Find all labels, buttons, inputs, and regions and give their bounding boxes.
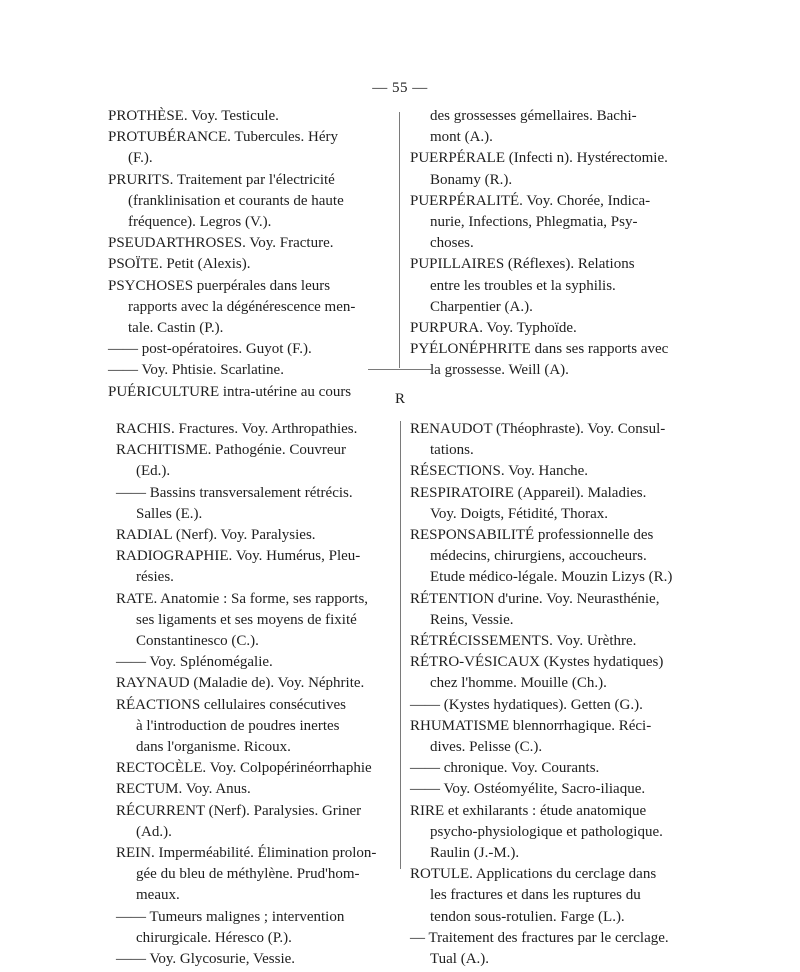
index-entry-line: Voy. Doigts, Fétidité, Thorax. (430, 505, 609, 522)
index-entry-line: RÉCURRENT (Nerf). Paralysies. Griner (116, 802, 362, 819)
index-entry-line: choses. (430, 235, 474, 252)
index-entry-line: Raulin (J.-M.). (430, 845, 520, 862)
index-entry-line: REIN. Imperméabilité. Élimination prolon- (116, 845, 377, 862)
column-divider-bottom (400, 421, 401, 869)
index-entry-line: Salles (E.). (136, 505, 203, 522)
index-entry-line: psycho-physiologique et pathologique. (430, 823, 663, 840)
index-entry-line: RECTOCÈLE. Voy. Colpopérinéorrhaphie (116, 760, 372, 777)
index-entry-line: médecins, chirurgiens, accoucheurs. (430, 548, 647, 565)
page-number: — 55 — (372, 80, 428, 96)
index-entry-line: fréquence). Legros (V.). (128, 214, 272, 231)
index-entry-line: —— Voy. Splénomégalie. (116, 654, 273, 671)
index-entry-line: RÉTENTION d'urine. Voy. Neurasthénie, (410, 590, 660, 607)
index-entry-line: Charpentier (A.). (430, 298, 533, 315)
index-entry-line: RADIAL (Nerf). Voy. Paralysies. (116, 527, 316, 544)
index-entry-line: PUERPÉRALE (Infecti n). Hystérectomie. (410, 150, 668, 167)
index-entry-line: —— Tumeurs malignes ; intervention (116, 908, 345, 925)
index-entry-line: tations. (430, 442, 474, 459)
index-entry-line: ses ligaments et ses moyens de fixité (136, 611, 357, 628)
index-entry-line: PSEUDARTHROSES. Voy. Fracture. (108, 235, 334, 252)
index-entry-line: RHUMATISME blennorrhagique. Réci- (410, 717, 652, 734)
index-entry-line: RAYNAUD (Maladie de). Voy. Néphrite. (116, 675, 365, 692)
index-entry-line: dives. Pelisse (C.). (430, 739, 543, 756)
index-entry-line: —— Voy. Glycosurie, Vessie. (116, 951, 296, 968)
index-entry-line: (Ad.). (136, 823, 172, 840)
section-separator (368, 369, 432, 370)
index-entry-line: chirurgicale. Héresco (P.). (136, 929, 292, 946)
index-entry-line: la grossesse. Weill (A). (430, 362, 569, 379)
index-entry-line: ROTULE. Applications du cerclage dans (410, 866, 657, 883)
index-entry-line: à l'introduction de poudres inertes (136, 717, 340, 734)
index-entry-line: PROTHÈSE. Voy. Testicule. (108, 108, 279, 124)
index-entry-line: PURPURA. Voy. Typhoïde. (410, 320, 577, 337)
index-entry-line: rapports avec la dégénérescence men- (128, 298, 356, 315)
index-column-top-right (410, 106, 700, 382)
index-entry-line: —— post-opératoires. Guyot (F.). (108, 341, 312, 358)
index-entry-line: tendon sous-rotulien. Farge (L.). (430, 908, 625, 925)
index-entry-line: nurie, Infections, Phlegmatia, Psy- (430, 214, 638, 231)
index-entry-line: (franklinisation et courants de haute (128, 192, 344, 209)
index-entry-line: tale. Castin (P.). (128, 320, 224, 337)
index-entry-line: RATE. Anatomie : Sa forme, ses rapports, (116, 590, 369, 607)
index-entry-line: PYÉLONÉPHRITE dans ses rapports avec (410, 341, 669, 358)
section-letter: R (394, 391, 405, 407)
index-entry-line: RÉTRÉCISSEMENTS. Voy. Urèthre. (410, 633, 637, 650)
index-entry-line: RÉTRO-VÉSICAUX (Kystes hydatiques) (410, 654, 664, 671)
index-entry-line: RESPONSABILITÉ professionnelle des (410, 527, 654, 544)
index-column-bottom-right (410, 419, 698, 970)
index-entry-line: RESPIRATOIRE (Appareil). Maladies. (410, 484, 647, 501)
index-entry-line: RACHIS. Fractures. Voy. Arthropathies. (116, 421, 358, 437)
index-entry-line: Bonamy (R.). (430, 171, 513, 188)
index-entry-line: PUPILLAIRES (Réflexes). Relations (410, 256, 635, 273)
index-entry-line: chez l'homme. Mouille (Ch.). (430, 675, 607, 692)
index-entry-line: RECTUM. Voy. Anus. (116, 781, 251, 798)
index-entry-line: PSYCHOSES puerpérales dans leurs (108, 277, 331, 294)
index-entry-line: PUERPÉRALITÉ. Voy. Chorée, Indica- (410, 192, 651, 209)
index-entry-line: PROTUBÉRANCE. Tubercules. Héry (108, 129, 339, 146)
index-entry-line: des grossesses gémellaires. Bachi- (430, 108, 637, 124)
index-entry-line: dans l'organisme. Ricoux. (136, 739, 291, 756)
index-entry-line: RÉACTIONS cellulaires consécutives (116, 696, 346, 713)
index-entry-line: RENAUDOT (Théophraste). Voy. Consul- (410, 421, 666, 437)
index-entry-line: PUÉRICULTURE intra-utérine au cours (108, 383, 352, 400)
index-entry-line: — Traitement des fractures par le cerclage. (410, 929, 669, 946)
index-entry-line: Reins, Vessie. (430, 611, 514, 628)
index-entry-line: gée du bleu de méthylène. Prud'hom- (136, 866, 360, 883)
index-entry-line: —— Voy. Ostéomyélite, Sacro-iliaque. (410, 781, 646, 798)
index-entry-line: Etude médico-légale. Mouzin Lizys (R.) (430, 569, 673, 586)
index-entry-line: les fractures et dans les ruptures du (430, 887, 641, 904)
index-entry-line: —— Voy. Phtisie. Scarlatine. (108, 362, 284, 379)
index-entry-line: Tual (A.). (430, 951, 490, 968)
column-divider-top (399, 112, 400, 368)
index-entry-line: RÉSECTIONS. Voy. Hanche. (410, 463, 589, 480)
index-entry-line: meaux. (136, 887, 180, 904)
index-entry-line: (F.). (128, 150, 153, 167)
index-entry-line: PSOÏTE. Petit (Alexis). (108, 256, 251, 273)
index-entry-line: mont (A.). (430, 129, 493, 146)
index-entry-line: PRURITS. Traitement par l'électricité (108, 171, 335, 188)
index-entry-line: entre les troubles et la syphilis. (430, 277, 616, 294)
index-entry-line: (Ed.). (136, 463, 171, 480)
index-entry-line: RACHITISME. Pathogénie. Couvreur (116, 442, 346, 459)
index-entry-line: Constantinesco (C.). (136, 633, 259, 650)
index-entry-line: résies. (136, 569, 174, 586)
index-entry-line: —— (Kystes hydatiques). Getten (G.). (410, 696, 643, 713)
index-entry-line: —— chronique. Voy. Courants. (410, 760, 600, 777)
index-column-top-left (108, 106, 392, 403)
index-entry-line: RIRE et exhilarants : étude anatomique (410, 802, 647, 819)
index-column-bottom-left (116, 419, 394, 970)
index-entry-line: —— Bassins transversalement rétrécis. (116, 484, 353, 501)
index-entry-line: RADIOGRAPHIE. Voy. Humérus, Pleu- (116, 548, 361, 565)
